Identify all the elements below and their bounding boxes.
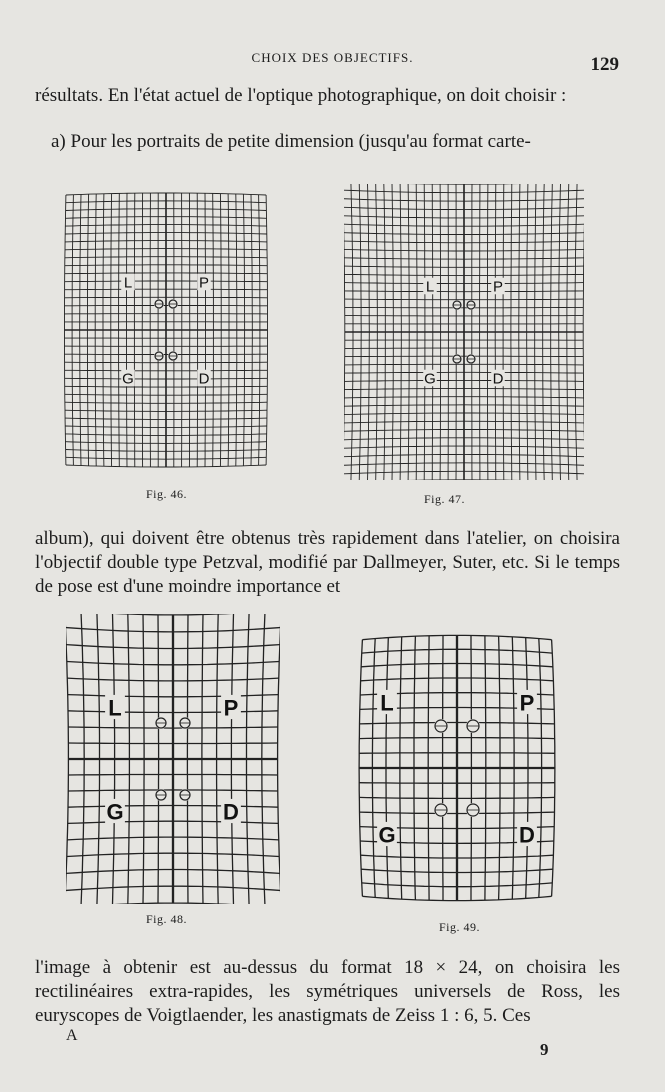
paragraph-1: résultats. En l'état actuel de l'optique photographique, on doit choisir : bbox=[35, 85, 567, 106]
letter-p: P bbox=[519, 690, 535, 716]
grid-horizontal-line bbox=[65, 297, 268, 298]
letter-d: D bbox=[223, 799, 239, 825]
figure-49-caption: Fig. 49. bbox=[439, 920, 481, 934]
grid-horizontal-line bbox=[66, 903, 280, 904]
letter-p: P bbox=[223, 695, 239, 721]
grid-vertical-line bbox=[583, 184, 584, 480]
figure-46-grid bbox=[60, 188, 272, 472]
grid-lines bbox=[65, 193, 268, 467]
grid-horizontal-line bbox=[65, 362, 268, 363]
grid-lines bbox=[359, 635, 555, 900]
letter-d: D bbox=[198, 370, 210, 388]
signature-mark: A bbox=[66, 1027, 78, 1044]
running-header: CHOIX DES OBJECTIFS. bbox=[251, 50, 414, 65]
letter-l: L bbox=[123, 274, 133, 292]
page-number: 129 bbox=[590, 54, 619, 75]
figure-46-caption: Fig. 46. bbox=[146, 487, 188, 501]
letter-p: P bbox=[492, 278, 504, 296]
grid-vertical-line bbox=[66, 614, 68, 904]
letter-g: G bbox=[424, 370, 436, 388]
letter-g: G bbox=[378, 822, 396, 848]
figure-47-caption: Fig. 47. bbox=[424, 492, 466, 506]
grid-horizontal-line bbox=[359, 753, 555, 754]
grid-lines bbox=[344, 184, 584, 480]
grid-lines bbox=[66, 614, 280, 904]
letter-l: L bbox=[380, 690, 394, 716]
letter-d: D bbox=[492, 370, 504, 388]
figure-47-grid bbox=[344, 184, 584, 480]
grid-vertical-line bbox=[344, 184, 345, 480]
letter-p: P bbox=[198, 274, 210, 292]
grid-horizontal-line bbox=[65, 289, 268, 290]
sheet-number: 9 bbox=[540, 1040, 549, 1059]
paragraph-2: a) Pour les portraits de petite dimension (jusqu'au format carte- bbox=[51, 131, 531, 152]
grid-horizontal-line bbox=[66, 614, 280, 615]
grid-horizontal-line bbox=[68, 775, 277, 776]
letter-l: L bbox=[425, 278, 435, 296]
figure-49-grid bbox=[350, 625, 564, 911]
grid-horizontal-line bbox=[68, 743, 277, 744]
grid-vertical-line bbox=[278, 614, 280, 904]
figure-48-caption: Fig. 48. bbox=[146, 912, 188, 926]
paragraph-4: l'image à obtenir est au-dessus du format 18 × 24, on choisira les rectilinéaires extra-rapides, les symétriques universels de Ross, les euryscopes de Voigtlaender, les anastigmats de Zeiss 1 : 6, 5. Ces bbox=[35, 957, 620, 1026]
letter-d: D bbox=[519, 822, 535, 848]
paragraph-3: album), qui doivent être obtenus très rapidement dans l'atelier, on choisira l'objectif double type Petzval, modifié par Dallmeyer, Suter, etc. Si le temps de pose est d'une moindre importance et bbox=[35, 528, 620, 597]
letter-g: G bbox=[122, 370, 134, 388]
grid-horizontal-line bbox=[65, 370, 268, 371]
figure-48-grid bbox=[66, 614, 280, 904]
grid-horizontal-line bbox=[359, 783, 555, 784]
letter-l: L bbox=[108, 695, 122, 721]
letter-g: G bbox=[106, 799, 124, 825]
